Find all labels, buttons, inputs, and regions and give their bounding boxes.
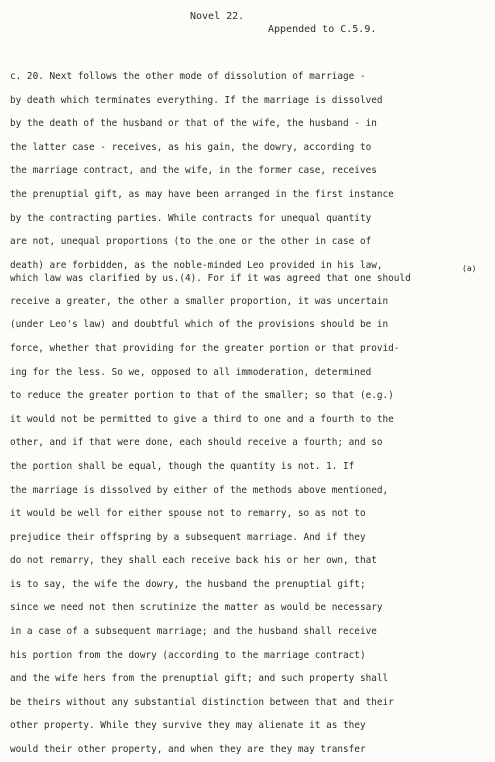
text-line: are not, unequal proportions (to the one or the other in case of <box>10 236 372 248</box>
text-line: ing for the less. So we, opposed to all immoderation, determined <box>10 366 372 378</box>
text-line: which law was clarified by us.(4). For if it was agreed that one should <box>10 272 411 284</box>
text-line: (under Leo's law) and doubtful which of the provisions should be in <box>10 319 389 331</box>
text-line: it would not be permitted to give a third to one and a fourth to the <box>10 413 394 425</box>
text-line: other property. While they survive they may alienate it as they <box>10 720 366 732</box>
page-header <box>0 10 495 40</box>
text-line: by death which terminates everything. If the marriage is dissolved <box>10 94 383 106</box>
document-title: Novel 22. <box>190 11 245 22</box>
margin-note: (a) <box>462 264 477 273</box>
text-line: it would be well for either spouse not to remarry, so as not to <box>10 508 366 520</box>
text-line: in a case of a subsequent marriage; and the husband shall receive <box>10 626 377 638</box>
text-line: be theirs without any substantial distinction between that and their <box>10 696 394 708</box>
text-line: do not remarry, they shall each receive back his or her own, that <box>10 555 377 567</box>
text-line: the portion shall be equal, though the quantity is not. 1. If <box>10 460 355 472</box>
text-line: death) are forbidden, as the noble-minded Leo provided in his law, <box>10 259 383 271</box>
text-line: prejudice their offspring by a subsequent marriage. And if they <box>10 531 366 543</box>
text-line: by the death of the husband or that of the wife, the husband - in <box>10 118 377 130</box>
text-line: since we need not then scrutinize the matter as would be necessary <box>10 602 383 614</box>
text-line: receive a greater, the other a smaller proportion, it was uncertain <box>10 295 389 307</box>
text-line: the marriage contract, and the wife, in the former case, receives <box>10 165 377 177</box>
text-line: and the wife hers from the prenuptial gift; and such property shall <box>10 673 389 685</box>
text-line: is to say, the wife the dowry, the husband the prenuptial gift; <box>10 578 366 590</box>
text-line: c. 20. Next follows the other mode of dissolution of marriage - <box>10 71 366 82</box>
text-line: would their other property, and when they are they may transfer <box>10 744 366 756</box>
appended-reference: Appended to C.5.9. <box>268 24 377 35</box>
document-body <box>10 65 490 762</box>
text-line: his portion from the dowry (according to the marriage contract) <box>10 649 366 661</box>
text-line: other, and if that were done, each should receive a fourth; and so <box>10 437 383 449</box>
text-line: the marriage is dissolved by either of the methods above mentioned, <box>10 484 389 496</box>
text-line: to reduce the greater portion to that of the smaller; so that (e.g.) <box>10 390 394 402</box>
text-line: the latter case - receives, as his gain, the dowry, according to <box>10 141 372 153</box>
text-line: the prenuptial gift, as may have been arranged in the first instance <box>10 188 394 200</box>
text-line: force, whether that providing for the greater portion or that provid- <box>10 342 400 354</box>
text-line: by the contracting parties. While contracts for unequal quantity <box>10 212 372 224</box>
